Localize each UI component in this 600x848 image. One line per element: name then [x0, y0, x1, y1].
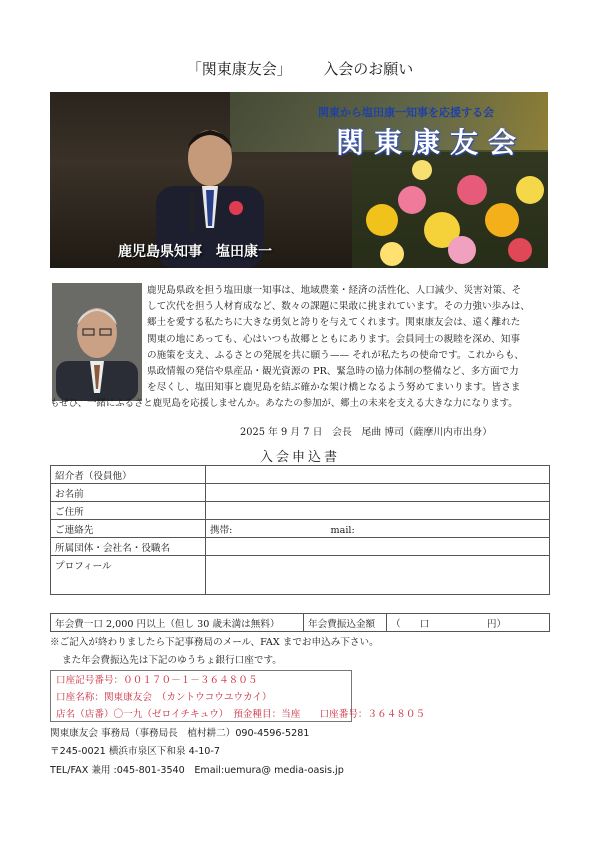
account-number: 口座記号番号：００１７０－１－３６４８０５ [56, 675, 258, 686]
form-title: 入会申込書 [259, 450, 340, 465]
contact-field[interactable] [206, 520, 550, 538]
mobile-label: 携帯: [210, 524, 233, 536]
letter-signature: 2025 年 9 月 7 日 会長 尾曲 博司（薩摩川内市出身） [240, 427, 493, 438]
contact-label: ご連絡先 [51, 520, 206, 538]
name-label: お名前 [51, 484, 206, 502]
bank-note: また年会費振込先は下記のゆうちょ銀行口座です。 [62, 655, 282, 666]
letter-line: して次代を担う人材育成など、数々の課題に果敢に挑まれています。その力強い歩みは、 [147, 301, 530, 313]
page-title [0, 58, 600, 79]
letter-line: 鹿児島県政を担う塩田康一知事は、地域農業・経済の活性化、人口減少、災害対策、そ [147, 285, 522, 296]
letter-line: もぜひ、一緒にふるさと鹿児島を応援しませんか。あなたの参加が、郷土の未来を支える大きな力になります。 [50, 398, 518, 410]
letter-line: 関東の地にあっても、心はいつも故郷とともにあります。会員同士の親睦を深め、知事 [147, 333, 520, 345]
flower-arrangement [352, 150, 548, 268]
fee-amount-field[interactable]: （ 口 円） [387, 614, 550, 632]
referrer-label: 紹介者（役員他） [51, 466, 206, 484]
title-org-name: 「関東康友会」 [186, 60, 292, 78]
office-tel-email: TEL/FAX 兼用 :045-801-3540 Email:uemura@ media-oasis.jp [50, 765, 344, 776]
letter-line: 郷土を愛する私たちに大きな勇気と誇りを与えてくれます。関東康友会は、遠く離れた [147, 317, 521, 329]
form-row-referrer [51, 466, 550, 484]
branch-info: 店名（店番）〇一九（ゼロイチキュウ） 預金種目：当座 口座番号：３６４８０５ [56, 709, 426, 720]
form-row-profile [51, 556, 550, 595]
greeting-letter [50, 283, 550, 413]
letter-line: を尽くし、塩田知事と鹿児島を結ぶ確かな架け橋となるよう努めてまいります。皆さま [147, 382, 521, 394]
address-field[interactable] [206, 502, 550, 520]
banner-caption: 鹿児島県知事 塩田康一 [118, 244, 272, 260]
profile-label: プロフィール [51, 556, 206, 595]
application-form-table [50, 465, 550, 595]
form-row-affiliation [51, 538, 550, 556]
title-rest: 入会のお願い [323, 60, 414, 78]
account-name: 口座名称：関東康友会 （カントウコウユウカイ） [56, 692, 272, 703]
letter-line: 県政情報の発信や県産品・観光資源の PR、緊急時の協力体制の整備など、多方面で力 [147, 366, 519, 378]
affiliation-label: 所属団体・会社名・役職名 [51, 538, 206, 556]
form-row-address [51, 502, 550, 520]
submit-note: ※ご記入が終わりましたら下記事務局のメール、FAX までお申込み下さい。 [50, 637, 379, 648]
profile-field[interactable] [206, 556, 550, 595]
address-label: ご住所 [51, 502, 206, 520]
name-field[interactable] [206, 484, 550, 502]
form-row-name [51, 484, 550, 502]
office-address: 〒245-0021 横浜市泉区下和泉 4-10-7 [50, 746, 220, 757]
form-row-contact [51, 520, 550, 538]
affiliation-field[interactable] [206, 538, 550, 556]
office-contact: 関東康友会 事務局（事務局長 植村耕二）090-4596-5281 [50, 728, 310, 739]
annual-fee-label: 年会費一口 2,000 円以上（但し 30 歳未満は無料） [51, 614, 304, 632]
banner-org-name: 関東康友会 [336, 126, 527, 159]
annual-fee-table [50, 613, 550, 632]
referrer-field[interactable] [206, 466, 550, 484]
fee-amount-label: 年会費振込金額 [304, 614, 387, 632]
mail-label: mail: [330, 524, 355, 536]
banner-subtitle: 関東から塩田康一知事を応援する会 [318, 106, 494, 119]
letter-line: の施策を支え、ふるさとの発展を共に願う—— それが私たちの使命です。これからも、 [147, 349, 525, 361]
